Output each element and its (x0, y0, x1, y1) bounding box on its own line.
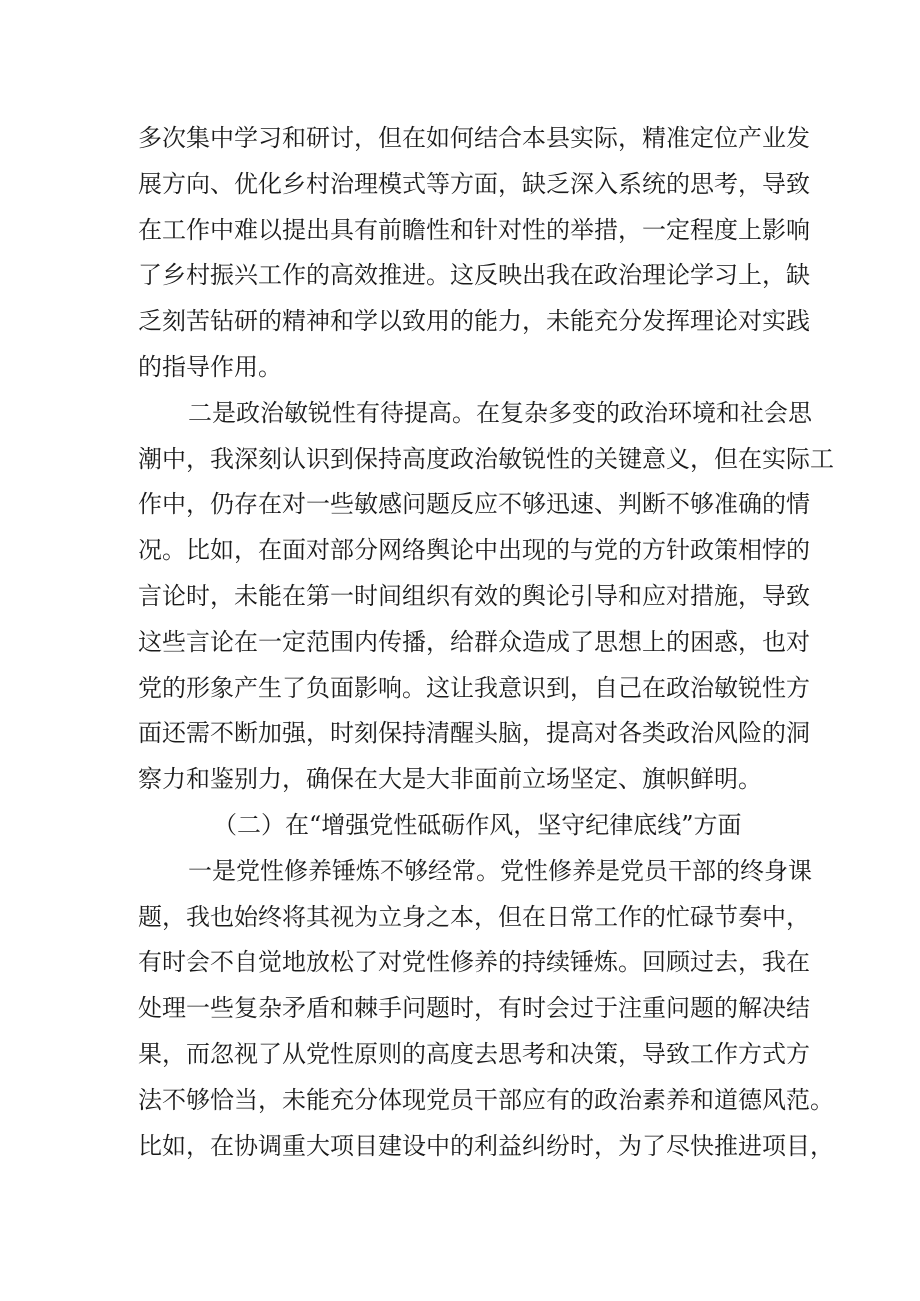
text-line: 比如，在协调重大项目建设中的利益纠纷时，为了尽快推进项目， (138, 1131, 834, 1160)
text-line: 面还需不断加强，时刻保持清醒头脑，提高对各类政治风险的洞 (138, 719, 810, 748)
section-heading-text: （二）在“增强党性砥砺作风，坚守纪律底线”方面 (213, 810, 742, 839)
paragraph-theory-study (138, 116, 810, 391)
document-body (138, 116, 834, 1169)
text-line: 乏刻苦钻研的精神和学以致用的能力，未能充分发挥理论对实践 (138, 307, 810, 336)
text-line: 潮中，我深刻认识到保持高度政治敏锐性的关键意义，但在实际工 (138, 444, 834, 473)
text-line: 多次集中学习和研讨，但在如何结合本县实际，精准定位产业发 (138, 124, 810, 152)
paragraph-political-sensitivity (138, 391, 834, 803)
text-line: 的指导作用。 (138, 352, 282, 381)
text-line: 展方向、优化乡村治理模式等方面，缺乏深入系统的思考，导致 (138, 169, 810, 198)
text-line: 了乡村振兴工作的高效推进。这反映出我在政治理论学习上，缺 (138, 261, 810, 290)
text-line: 作中，仍存在对一些敏感问题反应不够迅速、判断不够准确的情 (138, 490, 810, 519)
text-line: 察力和鉴别力，确保在大是大非面前立场坚定、旗帜鲜明。 (138, 765, 762, 794)
text-line: 一是党性修养锤炼不够经常。党性修养是党员干部的终身课 (188, 856, 812, 885)
text-line: 处理一些复杂矛盾和棘手问题时，有时会过于注重问题的解决结 (138, 994, 810, 1023)
text-line: 言论时，未能在第一时间组织有效的舆论引导和应对措施，导致 (138, 581, 810, 610)
text-line: 果，而忽视了从党性原则的高度去思考和决策，导致工作方式方 (138, 1039, 810, 1068)
text-line: 二是政治敏锐性有待提高。在复杂多变的政治环境和社会思 (188, 398, 812, 427)
text-line: 题，我也始终将其视为立身之本，但在日常工作的忙碌节奏中， (138, 902, 810, 931)
text-line: 这些言论在一定范围内传播，给群众造成了思想上的困惑，也对 (138, 627, 810, 656)
text-line: 有时会不自觉地放松了对党性修养的持续锤炼。回顾过去，我在 (138, 948, 810, 977)
text-line: 法不够恰当，未能充分体现党员干部应有的政治素养和道德风范。 (138, 1085, 834, 1114)
section-heading (138, 803, 802, 849)
text-line: 党的形象产生了负面影响。这让我意识到，自己在政治敏锐性方 (138, 673, 810, 702)
paragraph-party-spirit (138, 849, 834, 1170)
text-line: 在工作中难以提出具有前瞻性和针对性的举措，一定程度上影响 (138, 215, 810, 244)
text-line: 况。比如，在面对部分网络舆论中出现的与党的方针政策相悖的 (138, 536, 810, 565)
